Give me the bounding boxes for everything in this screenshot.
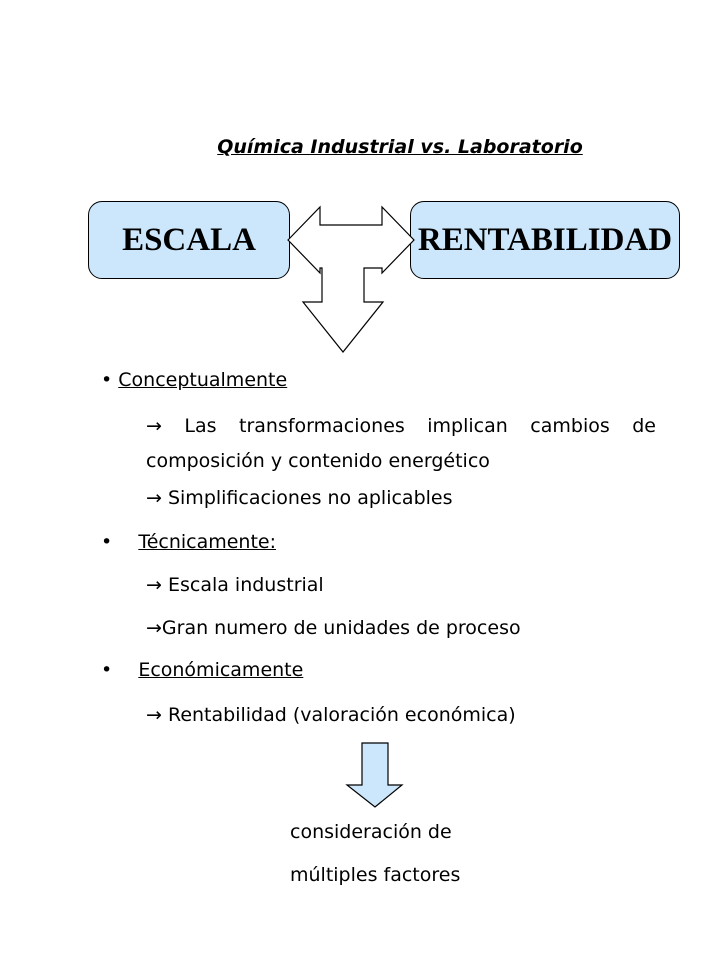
- section-conceptualmente: [101, 368, 287, 392]
- conclusion-line-2: múltiples factores: [290, 864, 461, 886]
- rentabilidad-label: RENTABILIDAD: [417, 221, 673, 258]
- escala-label: ESCALA: [122, 221, 256, 258]
- conclusion-line-1: consideración de: [290, 821, 452, 843]
- list-item-text: Escala industrial: [167, 574, 324, 596]
- bullet-icon: •: [101, 369, 113, 391]
- right-arrow-icon: →: [146, 704, 162, 726]
- list-item: [146, 703, 516, 727]
- combined-arrow-icon: [288, 207, 414, 352]
- section-tecnicamente: [101, 530, 276, 554]
- page-title: Química Industrial vs. Laboratorio: [217, 136, 583, 158]
- section-heading: Técnicamente:: [138, 531, 277, 553]
- list-item: [146, 409, 656, 479]
- list-item: [146, 573, 324, 597]
- bullet-icon: •: [101, 659, 113, 681]
- list-item-text: Rentabilidad (valoración económica): [167, 704, 516, 726]
- down-arrow-icon: [347, 743, 402, 807]
- list-item-text: Las transformaciones implican cambios de composición y contenido energético: [146, 415, 656, 472]
- right-arrow-icon: →: [146, 574, 162, 596]
- section-heading: Económicamente: [138, 659, 304, 681]
- list-item-text: Simplificaciones no aplicables: [167, 487, 453, 509]
- right-arrow-icon: →: [146, 415, 162, 437]
- right-arrow-icon: →: [146, 617, 162, 639]
- list-item: [146, 616, 521, 640]
- bullet-icon: •: [101, 531, 113, 553]
- list-item: [146, 486, 453, 510]
- section-economicamente: [101, 658, 303, 682]
- section-heading: Conceptualmente: [118, 369, 288, 391]
- list-item-text: Gran numero de unidades de proceso: [161, 617, 521, 639]
- right-arrow-icon: →: [146, 487, 162, 509]
